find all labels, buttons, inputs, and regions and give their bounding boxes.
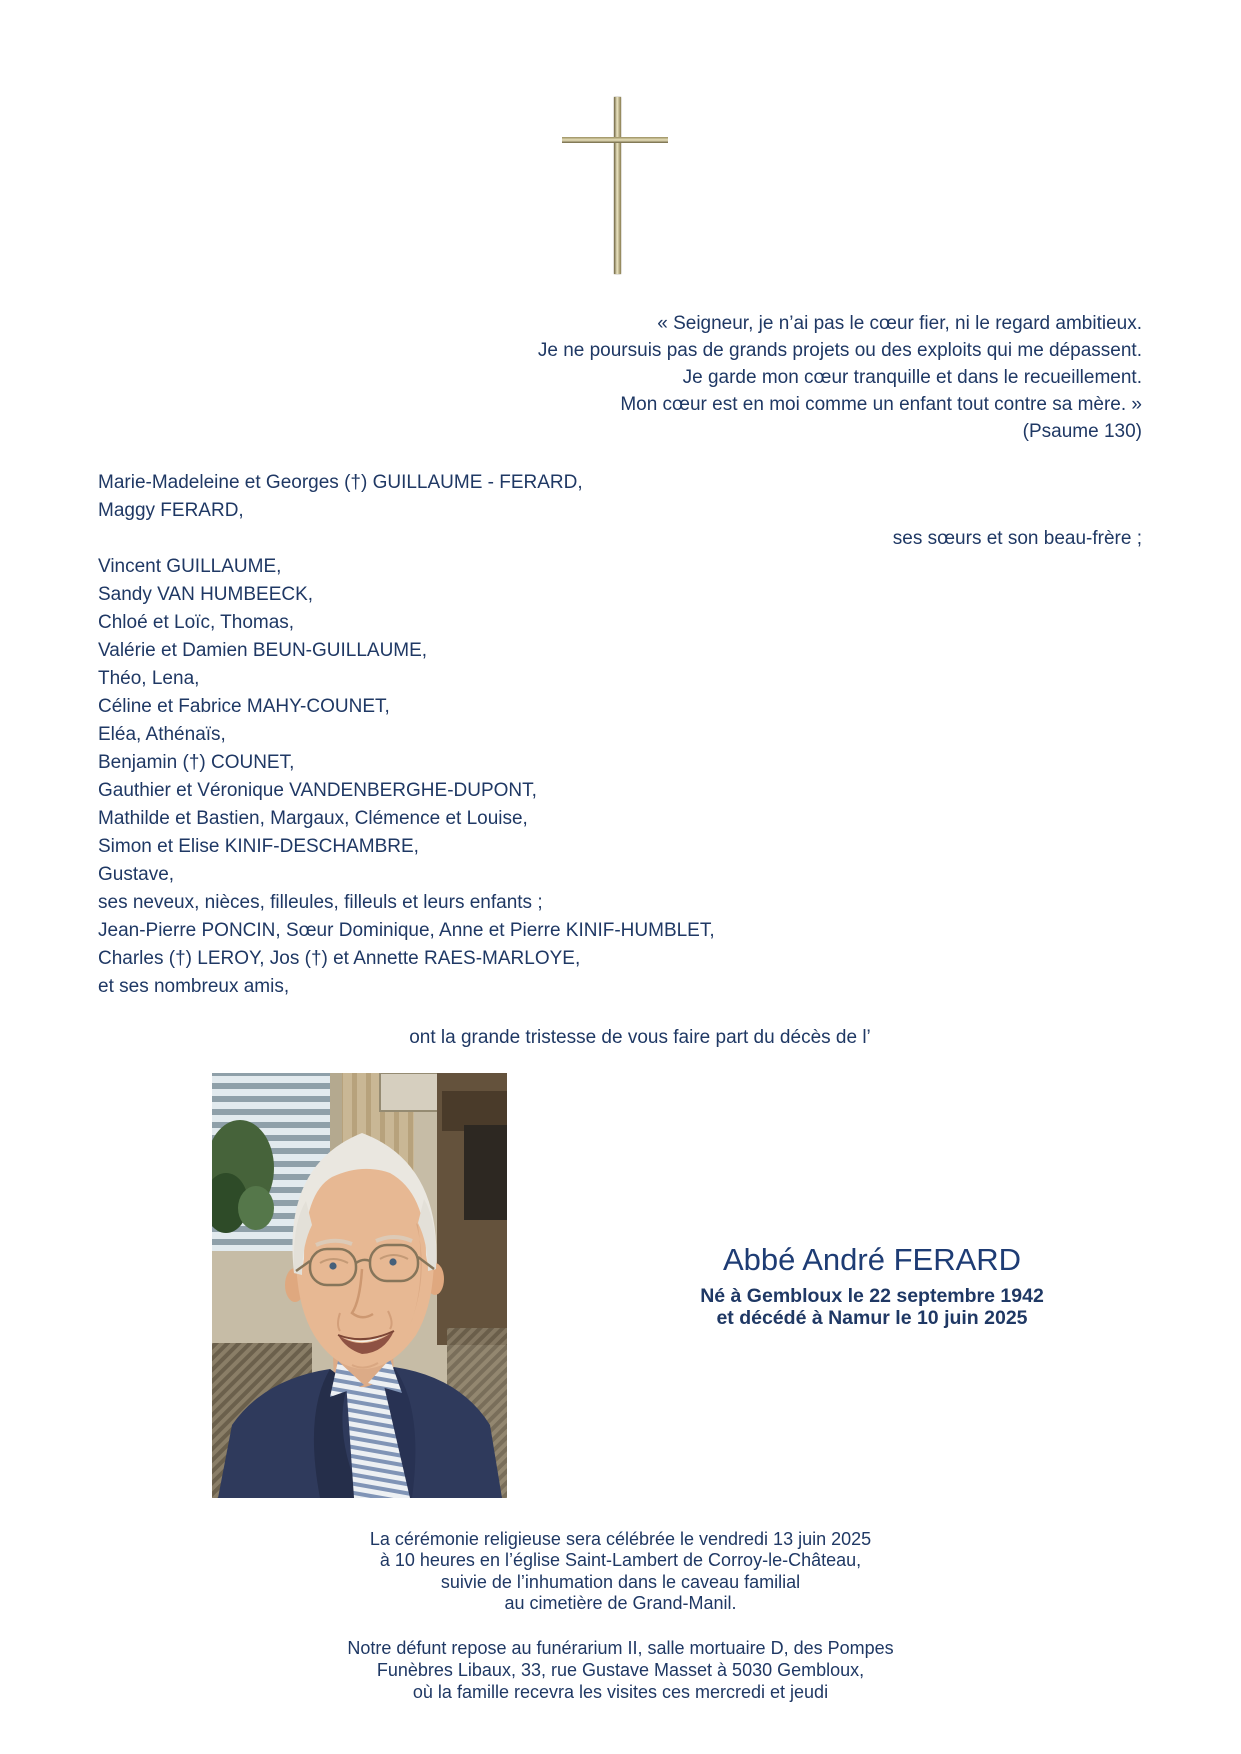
deceased-name: Abbé André FERARD: [722, 1242, 1022, 1277]
family-name-line: Sandy VAN HUMBEECK,: [98, 584, 314, 605]
family-name-line: Simon et Elise KINIF-DESCHAMBRE,: [98, 836, 419, 857]
portrait-illustration: [212, 1073, 507, 1498]
family-name-line: Jean-Pierre PONCIN, Sœur Dominique, Anne et Pierre KINIF-HUMBLET,: [98, 920, 715, 941]
death-line: et décédé à Namur le 10 juin 2025: [716, 1306, 1028, 1329]
birth-line: Né à Gembloux le 22 septembre 1942: [700, 1285, 1044, 1307]
psalm-quote: [362, 310, 1142, 445]
family-name-line: Céline et Fabrice MAHY-COUNET,: [98, 696, 390, 717]
ceremony-details: [0, 1529, 1241, 1615]
cross-vertical-bar: [614, 97, 621, 274]
deceased-block: [507, 1243, 1237, 1329]
repose-line: Funèbres Libaux, 33, rue Gustave Masset à 5030 Gembloux,: [376, 1660, 865, 1680]
repose-line: Notre défunt repose au funérarium II, salle mortuaire D, des Pompes: [347, 1638, 894, 1658]
psalm-quote-line: Je garde mon cœur tranquille et dans le recueillement.: [682, 367, 1142, 388]
family-name-line: Théo, Lena,: [98, 668, 200, 689]
psalm-quote-line: « Seigneur, je n’ai pas le cœur fier, ni le regard ambitieux.: [657, 313, 1142, 334]
family-name-line: Benjamin (†) COUNET,: [98, 752, 295, 773]
cross-horizontal-bar: [562, 137, 668, 143]
family-name-line: Gustave,: [98, 864, 175, 885]
psalm-quote-line: (Psaume 130): [1022, 421, 1142, 442]
repose-line: où la famille recevra les visites ces mercredi et jeudi: [412, 1682, 829, 1702]
family-name-line: et ses nombreux amis,: [98, 976, 290, 997]
family-names-list: [98, 469, 1142, 1001]
ceremony-line: au cimetière de Grand-Manil.: [504, 1593, 737, 1614]
repose-details: [0, 1637, 1241, 1703]
family-name-line: Marie-Madeleine et Georges (†) GUILLAUME - FERARD,: [98, 472, 583, 493]
family-name-line: Valérie et Damien BEUN-GUILLAUME,: [98, 640, 428, 661]
family-name-line: Chloé et Loïc, Thomas,: [98, 612, 295, 633]
portrait-photo: [212, 1073, 507, 1498]
ceremony-line: à 10 heures en l’église Saint-Lambert de Corroy-le-Château,: [379, 1550, 862, 1571]
family-name-line: ses sœurs et son beau-frère ;: [892, 528, 1142, 549]
announcement-line: ont la grande tristesse de vous faire part du décès de l’: [409, 1027, 871, 1048]
family-name-line: Mathilde et Bastien, Margaux, Clémence et Louise,: [98, 808, 528, 829]
family-name-line: Charles (†) LEROY, Jos (†) et Annette RAES-MARLOYE,: [98, 948, 581, 969]
family-name-line: Gauthier et Véronique VANDENBERGHE-DUPONT,: [98, 780, 537, 801]
family-name-line: Maggy FERARD,: [98, 500, 244, 521]
ceremony-line: suivie de l’inhumation dans le caveau familial: [440, 1571, 801, 1592]
ceremony-line: La cérémonie religieuse sera célébrée le vendredi 13 juin 2025: [369, 1529, 872, 1549]
psalm-quote-line: Mon cœur est en moi comme un enfant tout contre sa mère. »: [620, 394, 1142, 415]
family-name-line: Eléa, Athénaïs,: [98, 724, 226, 745]
family-name-line: ses neveux, nièces, filleules, filleuls et leurs enfants ;: [98, 892, 543, 913]
family-name-line: Vincent GUILLAUME,: [98, 556, 282, 577]
psalm-quote-line: Je ne poursuis pas de grands projets ou des exploits qui me dépassent.: [537, 340, 1142, 361]
latin-cross-icon: [562, 97, 668, 274]
